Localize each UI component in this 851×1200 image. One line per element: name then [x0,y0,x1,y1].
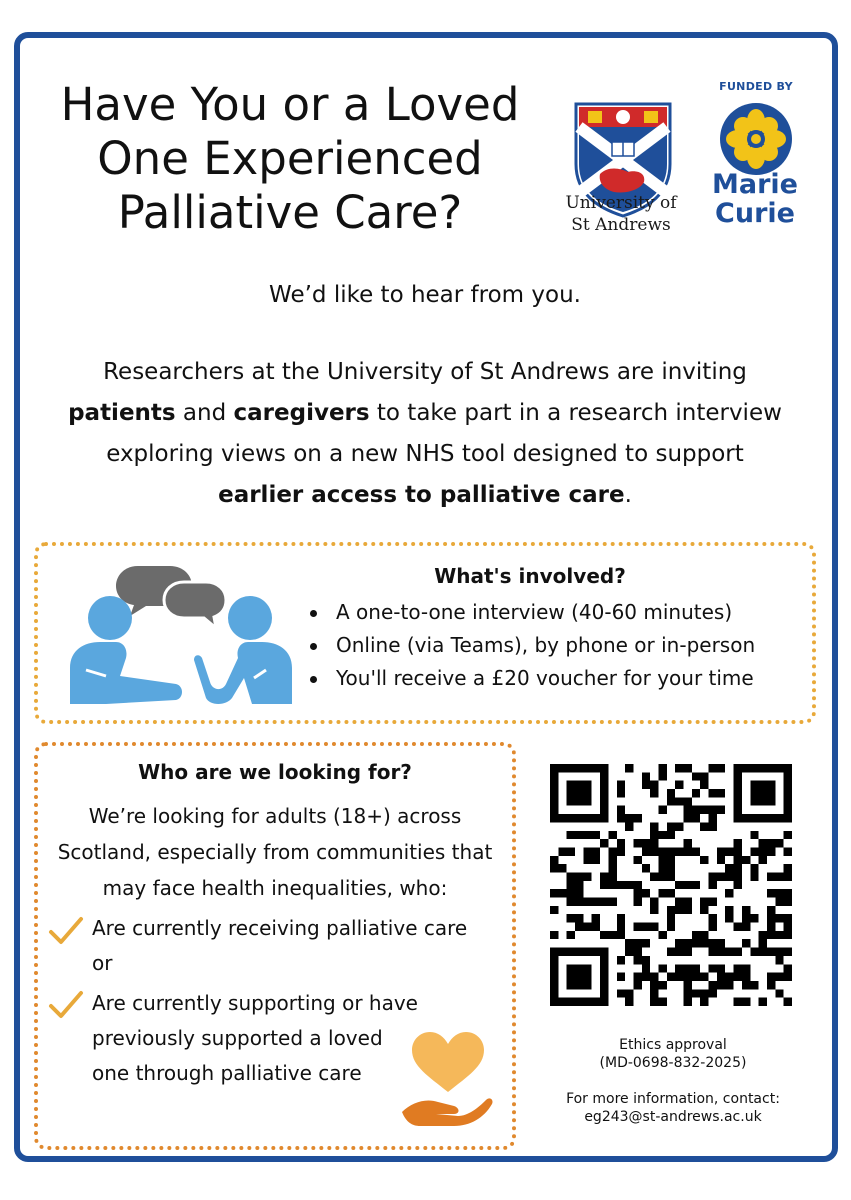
criterion-supporting-line-3: one through palliative care [92,1061,362,1085]
intro-bold-patients: patients [68,400,176,426]
criterion-or: or [92,951,113,975]
intro-bold-caregivers: caregivers [233,400,370,426]
university-line-1: University of [565,193,677,213]
ethics-label: Ethics approval [619,1037,727,1053]
involved-item-text: Online (via Teams), by phone or in-person [336,633,756,657]
criterion-supporting-line-1: Are currently supporting or have [92,991,418,1015]
curie-word: Curie [715,198,795,229]
intro-text-4: . [624,482,632,508]
list-item [306,662,806,695]
people-talking-icon [66,558,296,708]
daffodil-icon [719,102,793,176]
bullet-icon [310,643,317,650]
page-title: Have You or a Loved One Experienced Palliative Care? [60,78,520,239]
intro-text-1: Researchers at the University of St Andrews are inviting [103,359,747,385]
ethics-approval [540,1036,806,1072]
intro-text-3: to take part in a research interview exploring views on a new NHS tool designed to support [106,400,782,467]
involved-heading: What's involved? [434,564,626,588]
checkmark-icon [48,916,84,946]
intro-text-2: and [175,400,234,426]
who-intro: We’re looking for adults (18+) across Scotland, especially from communities that may face health inequalities, who: [57,804,493,900]
involved-item-text: You'll receive a £20 voucher for your time [336,666,754,690]
checkmark-icon [48,990,84,1020]
intro-bold-access: earlier access to palliative care [218,482,625,508]
criterion-supporting-line-2: previously supported a loved [92,1026,383,1050]
funded-by-label: FUNDED BY [719,80,793,93]
criterion-receiving: Are currently receiving palliative care [92,916,468,940]
university-name [560,192,682,236]
involved-item-text: A one-to-one interview (40-60 minutes) [336,600,733,624]
list-item [306,629,806,662]
who-heading: Who are we looking for? [138,760,412,784]
heart-in-hand-icon [398,1028,494,1128]
contact-label: For more information, contact: [566,1091,780,1107]
marie-word: Marie [712,169,798,200]
contact-info [540,1090,806,1126]
ethics-reference: (MD-0698-832-2025) [599,1055,747,1071]
university-line-2: St Andrews [571,215,671,235]
list-item [306,596,806,629]
subheading: We’d like to hear from you. [269,282,581,308]
involved-list [306,596,806,695]
marie-curie-name [700,170,810,228]
bullet-icon [310,676,317,683]
contact-email: eg243@st-andrews.ac.uk [584,1109,762,1125]
intro-paragraph [60,352,790,516]
qr-code [550,764,792,1006]
bullet-icon [310,610,317,617]
